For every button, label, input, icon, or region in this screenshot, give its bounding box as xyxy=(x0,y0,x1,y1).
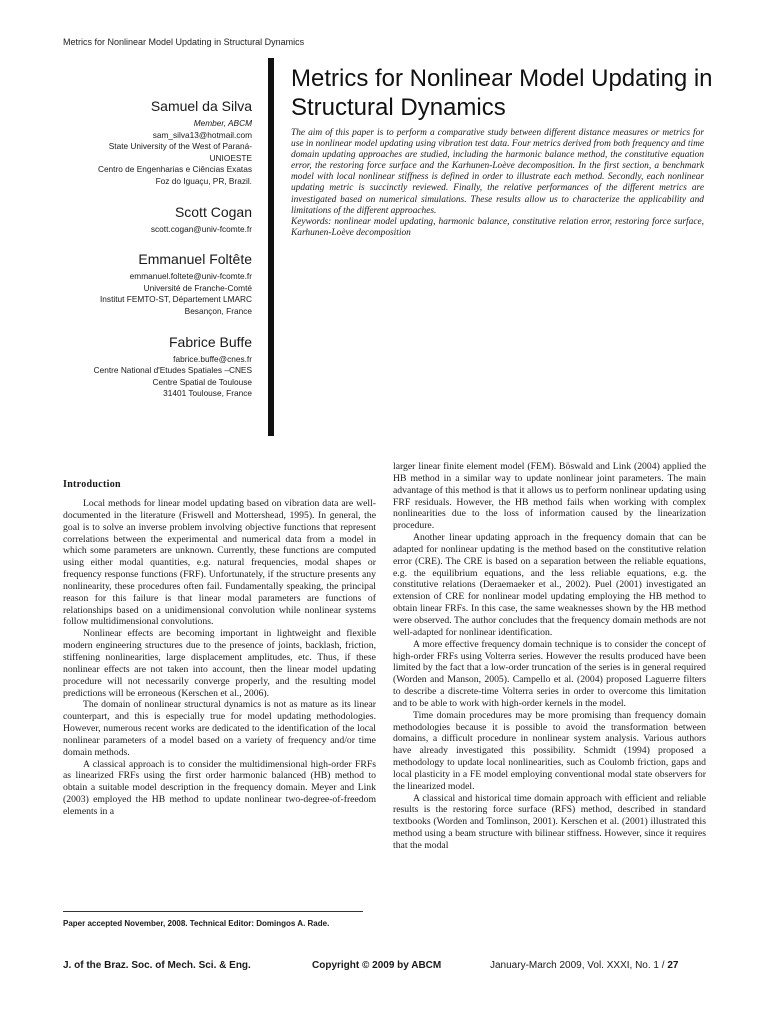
title-divider-bar xyxy=(268,58,274,436)
footer-issue xyxy=(490,960,678,971)
right-column xyxy=(393,461,706,852)
paragraph: Local methods for linear model updating based on vibration data are well-documented in the literature (Friswell and Mottershead, 1995). In general, the goal is to solve an inverse problem involving objective functions that represent correlations between the experimental and numerical data from a model in which some parameters are unknown. Currently, these functions are computed using either modal quantities, e.g. natural frequencies, modal shapes or frequency response functions (FRF). Unfortunately, if the structure presents any nonlinearity, these procedures often fail. Fundamentally speaking, the principal reason for this failure is that linear modal parameters are functions of relationships based on a unidimensional convolution while nonlinear systems follow multidimensional convolutions. xyxy=(63,498,376,628)
author-affiliation: Centro de Engenharias e Ciências Exatas xyxy=(97,164,252,175)
paragraph: A classical approach is to consider the multidimensional high-order FRFs as linearized FRFs using the first order harmonic balanced (HB) method to obtain a suitable model description in the frequency domain. Meyer and Link (2003) employed the HB method to update nonlinear two-degree-of-freedom elements in a xyxy=(63,758,376,817)
author-block xyxy=(50,98,252,416)
author-1 xyxy=(50,98,252,188)
author-location: Foz do Iguaçu, PR, Brazil. xyxy=(155,175,252,186)
footer-journal: J. of the Braz. Soc. of Mech. Sci. & Eng. xyxy=(63,960,251,971)
author-affiliation: Université de Franche-Comté xyxy=(143,282,252,293)
author-email: scott.cogan@univ-fcomte.fr xyxy=(150,223,252,234)
author-name: Fabrice Buffe xyxy=(168,333,252,350)
keywords-label: Keywords: xyxy=(291,216,332,227)
author-affiliation: Centre National d'Etudes Spatiales –CNES xyxy=(93,365,252,376)
running-head: Metrics for Nonlinear Model Updating in Structural Dynamics xyxy=(63,37,305,47)
author-name: Emmanuel Foltête xyxy=(138,251,252,268)
footer-copyright: Copyright © 2009 by ABCM xyxy=(312,960,442,971)
section-heading-introduction: Introduction xyxy=(63,479,121,490)
paragraph: Another linear updating approach in the frequency domain that can be adapted for nonlinear updating is the method based on the constitutive relation error (CRE). The CRE is based on a separation between the reliable equations, e.g. the equilibrium equations, and the less reliable equations, e.g. the constitutive relations (Deraemaeker et al., 2002). Puel (2001) investigated an extension of CRE for nonlinear model updating employing the HB method to obtain linear FRFs. In this case, the same weaknesses shown by the HB method were observed. The author concludes that the frequency domain methods are not well-adapted for nonlinear identification. xyxy=(393,532,706,638)
paragraph: Nonlinear effects are becoming important in lightweight and flexible modern engineering structures due to the presence of joints, backlash, friction, stiffening nonlinearities, large displacement amplitudes, etc. Thus, if these nonlinear effects are not taken into account, then the linear model updating procedure will not necessarily converge properly, and the resulting model predictions will be erroneous (Kerschen et al., 2006). xyxy=(63,628,376,699)
paragraph: The domain of nonlinear structural dynamics is not as mature as its linear counterpart, and this is especially true for model updating methodologies. However, numerous recent works are dedicated to the identification of the local nonlinear parameters of a model based on a variety of frequency and/or time domain methods. xyxy=(63,699,376,758)
author-location: Besançon, France xyxy=(184,305,252,316)
paper-title: Metrics for Nonlinear Model Updating in Structural Dynamics xyxy=(291,65,713,121)
keywords-list: nonlinear model updating, harmonic balance, constitutive relation error, restoring force surface, Karhunen-Loève decomposition xyxy=(291,216,704,238)
author-3 xyxy=(50,251,252,317)
abstract xyxy=(291,128,704,239)
author-2 xyxy=(50,204,252,236)
abstract-text: The aim of this paper is to perform a comparative study between different distance measures or metrics for use in nonlinear model updating using vibration test data. Four metrics derived from both frequency and time domain updating approaches are studied, including the harmonic balance method, the constitutive equation error, the restoring force surface and the Karhunen-Loève decomposition. In the first section, a benchmark model with local nonlinear stiffness is defined in order to illustrate each method. Secondly, each nonlinear updating metric is succinctly reviewed. Finally, the relative performances of the different metrics are investigated based on numerical simulations. These results allow us to characterize the applicability and limitations of the different approaches. xyxy=(291,128,704,216)
author-membership: Member, ABCM xyxy=(193,118,252,128)
paragraph: Time domain procedures may be more promising than frequency domain methodologies because it is possible to avoid the transformation between domains, a difficult procedure in nonlinear system analysis. Various authors have already investigated this possibility. Schmidt (1994) proposed a methodology to update local nonlinearities, such as Coulomb friction, gaps and local plasticity in a FE model employing conventional modal state observers for the linearized model. xyxy=(393,709,706,792)
author-location: 31401 Toulouse, France xyxy=(163,388,252,399)
author-affiliation: Centre Spatial de Toulouse xyxy=(152,376,252,387)
footnote-divider xyxy=(63,911,363,912)
author-email: sam_silva13@hotmail.com xyxy=(152,129,252,140)
footer-issue-text: January-March 2009, Vol. XXXI, No. 1 / xyxy=(490,960,668,971)
author-name: Scott Cogan xyxy=(174,203,252,220)
paragraph-continued: larger linear finite element model (FEM). Böswald and Link (2004) applied the HB method in a similar way to update nonlinear joint parameters. The main advantage of this method is that it allows us to perform nonlinear updating using FRF residuals. However, the HB method fails when working with complex nonlinearities due to the loss of information caused by the linearization procedure. xyxy=(393,461,706,532)
author-name: Samuel da Silva xyxy=(150,98,252,114)
footnote: Paper accepted November, 2008. Technical Editor: Domingos A. Rade. xyxy=(63,919,330,928)
paragraph: A classical and historical time domain approach with efficient and reliable results is the restoring force surface (RFS) method, described in standard textbooks (Worden and Tomlinson, 2001). Kerschen et al. (2001) illustrated this method using a beam structure with bilinear stiffness. However, since it requires that the modal xyxy=(393,792,706,851)
author-affiliation: State University of the West of Paraná- xyxy=(108,141,252,152)
author-email: emmanuel.foltete@univ-fcomte.fr xyxy=(129,271,252,282)
author-affiliation: UNIOESTE xyxy=(209,152,252,163)
left-column xyxy=(63,498,376,818)
page-number: 27 xyxy=(667,960,679,971)
author-affiliation: Institut FEMTO-ST, Département LMARC xyxy=(100,294,252,305)
paragraph: A more effective frequency domain technique is to consider the concept of high-order FRFs using Volterra series. However the results produced have been limited by the fact that a low-order truncation of the series is in general required (Worden and Manson, 2005). Campello et al. (2004) proposed Laguerre filters to describe a discrete-time Volterra series in order to overcome this limitation and to be able to work with high-order kernels in the model. xyxy=(393,638,706,709)
author-email: fabrice.buffe@cnes.fr xyxy=(173,353,252,364)
keywords xyxy=(291,217,704,239)
author-4 xyxy=(50,334,252,400)
